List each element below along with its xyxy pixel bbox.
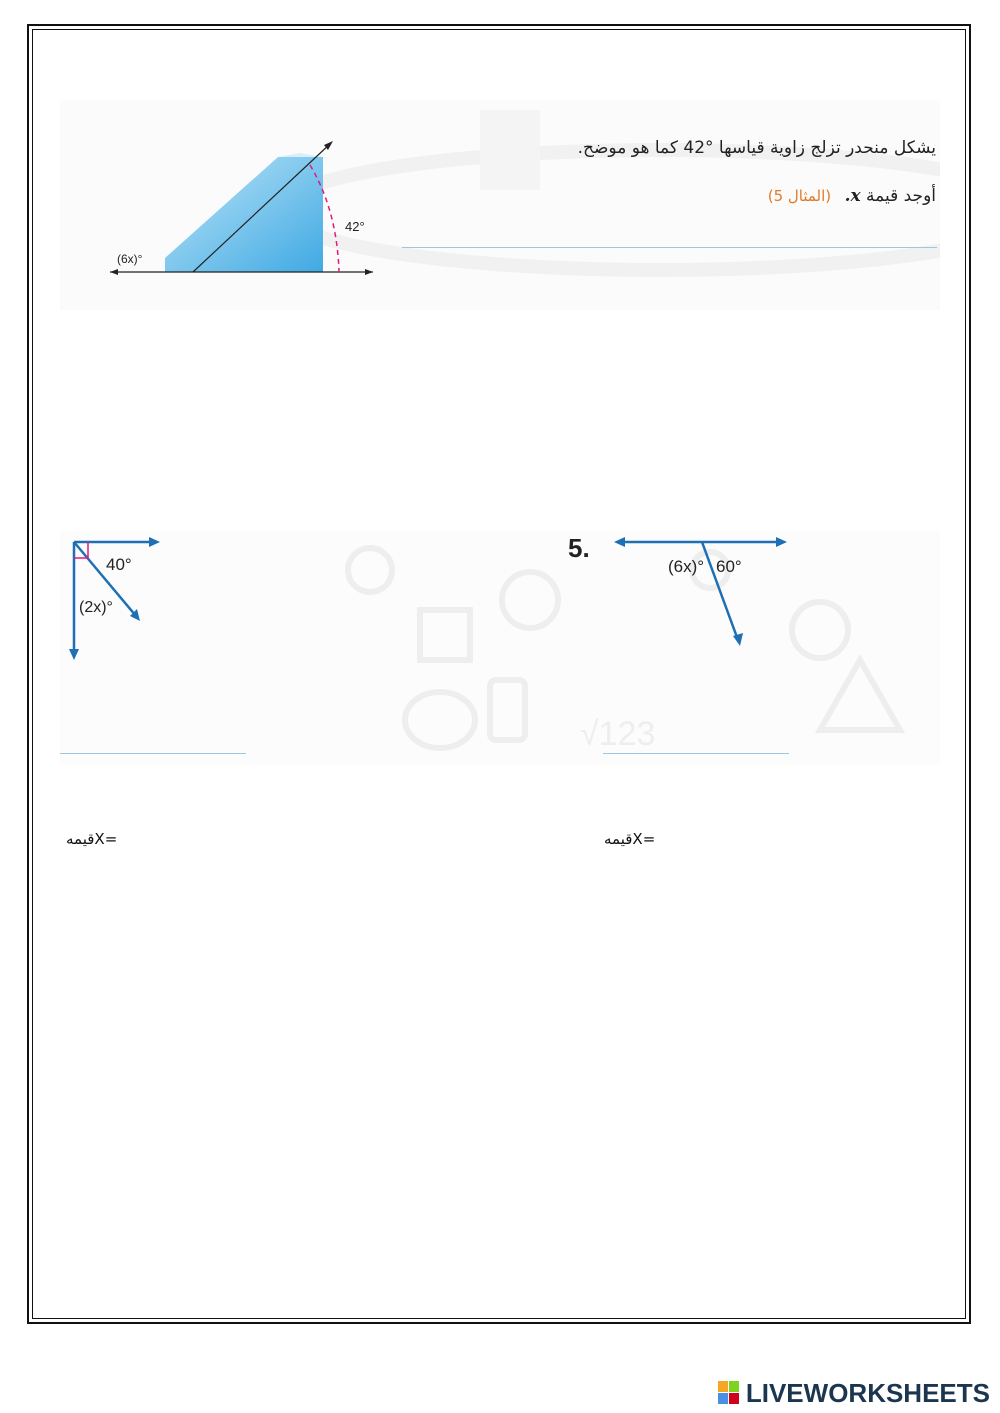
- answer-label-left: قيمهX=: [66, 830, 118, 848]
- liveworksheets-logo-icon: [718, 1381, 740, 1405]
- label-42: 42°: [345, 219, 365, 234]
- exercise-right-diagram: [610, 530, 795, 655]
- example-reference: (المثال 5): [767, 187, 832, 205]
- branding: [718, 1378, 990, 1408]
- label-6x-right: (6x)°: [668, 557, 705, 576]
- question-variable: x.: [844, 186, 861, 206]
- label-40: 40°: [106, 555, 132, 574]
- brand-text: LIVEWORKSHEETS: [745, 1377, 990, 1408]
- question-prefix: أوجد قيمة: [866, 186, 936, 206]
- problem-statement: يشكل منحدر تزلج زاوية قياسها °42 كما هو موضح.: [577, 138, 936, 158]
- label-2x: (2x)°: [79, 599, 113, 616]
- exercise-number: 5.: [568, 533, 590, 563]
- watermark-middle: [60, 530, 940, 765]
- answer-label-right: قيمهX=: [604, 830, 656, 848]
- svg-text:√123: √123: [580, 715, 656, 753]
- answer-line-left[interactable]: [60, 753, 246, 754]
- problem-question: [416, 186, 936, 206]
- answer-line-right[interactable]: [603, 753, 789, 754]
- exercise-left-diagram: [60, 530, 180, 670]
- ski-ramp-diagram: [105, 135, 395, 285]
- answer-line-problem[interactable]: [402, 247, 937, 248]
- ramp-shape: [165, 157, 323, 272]
- label-6x: (6x)°: [117, 252, 143, 266]
- label-60: 60°: [716, 557, 742, 576]
